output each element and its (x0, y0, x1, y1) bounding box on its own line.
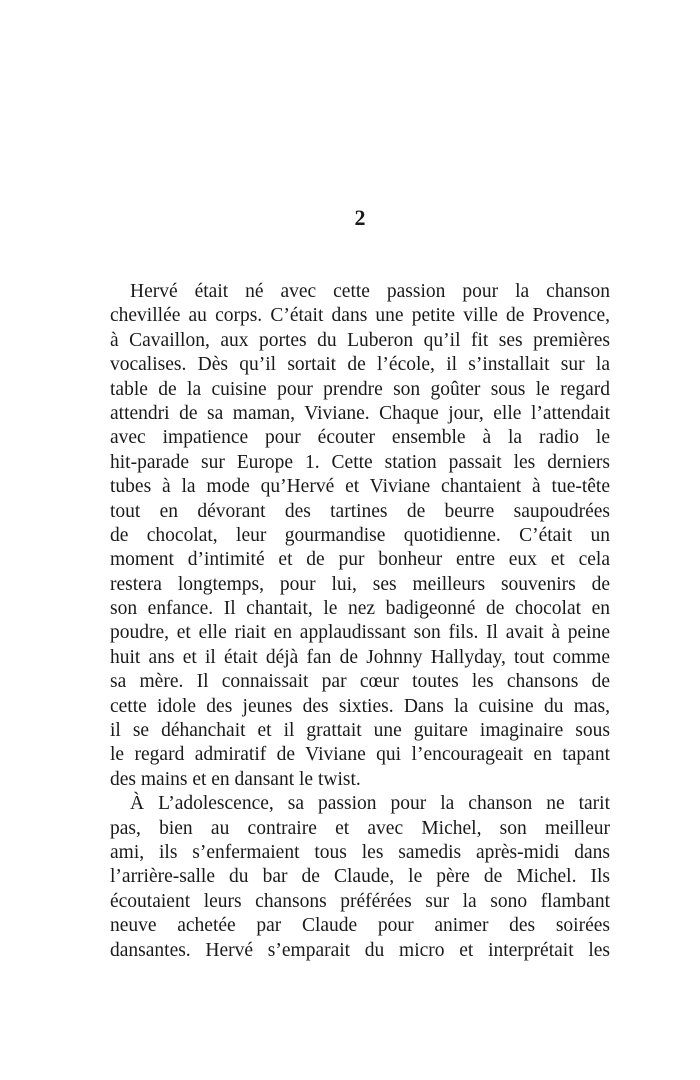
body-text (110, 280, 610, 963)
text-line: vocalises. Dès qu’il sortait de l’école, il s’installait sur la (110, 354, 610, 376)
text-line: le regard admiratif de Viviane qui l’encourageait en tapant (110, 744, 610, 766)
text-line: attendri de sa maman, Viviane. Chaque jour, elle l’attendait (110, 402, 610, 424)
text-line: il se déhanchait et il grattait une guitare imaginaire sous (110, 720, 610, 742)
text-line: cette idole des jeunes des sixties. Dans la cuisine du mas, (110, 695, 610, 717)
text-line: tout en dévorant des tartines de beurre saupoudrées (110, 500, 610, 522)
text-line: son enfance. Il chantait, le nez badigeonné de chocolat en (110, 598, 610, 620)
text-line: chevillée au corps. C’était dans une petite ville de Provence, (110, 305, 610, 327)
text-line: de chocolat, leur gourmandise quotidienne. C’était un (110, 524, 610, 546)
text-line: écoutaient leurs chansons préférées sur la sono flambant (110, 890, 610, 912)
text-line: avec impatience pour écouter ensemble à la radio le (110, 427, 610, 449)
text-line: moment d’intimité et de pur bonheur entre eux et cela (110, 549, 610, 571)
text-line: poudre, et elle riait en applaudissant son fils. Il avait à peine (110, 622, 610, 644)
chapter-number: 2 (354, 205, 366, 230)
text-line: des mains et en dansant le twist. (110, 768, 361, 790)
text-line: sa mère. Il connaissait par cœur toutes les chansons de (110, 671, 610, 693)
text-line: À L’adolescence, sa passion pour la chanson ne tarit (130, 793, 610, 815)
text-line: restera longtemps, pour lui, ses meilleurs souvenirs de (110, 573, 610, 595)
text-line: huit ans et il était déjà fan de Johnny Hallyday, tout comme (110, 646, 610, 668)
text-line: ami, ils s’enfermaient tous les samedis après-midi dans (110, 841, 610, 863)
text-line: hit-parade sur Europe 1. Cette station passait les derniers (110, 451, 610, 473)
text-line: Hervé était né avec cette passion pour la chanson (130, 281, 610, 302)
text-line: l’arrière-salle du bar de Claude, le père de Michel. Ils (110, 866, 610, 888)
text-line: pas, bien au contraire et avec Michel, son meilleur (110, 817, 610, 839)
text-line: dansantes. Hervé s’emparait du micro et interprétait les (110, 939, 610, 961)
text-line: à Cavaillon, aux portes du Luberon qu’il fit ses premières (110, 329, 610, 351)
text-line: neuve achetée par Claude pour animer des soirées (110, 915, 610, 937)
text-line: table de la cuisine pour prendre son goûter sous le regard (110, 378, 610, 400)
text-line: tubes à la mode qu’Hervé et Viviane chantaient à tue-tête (110, 476, 610, 498)
